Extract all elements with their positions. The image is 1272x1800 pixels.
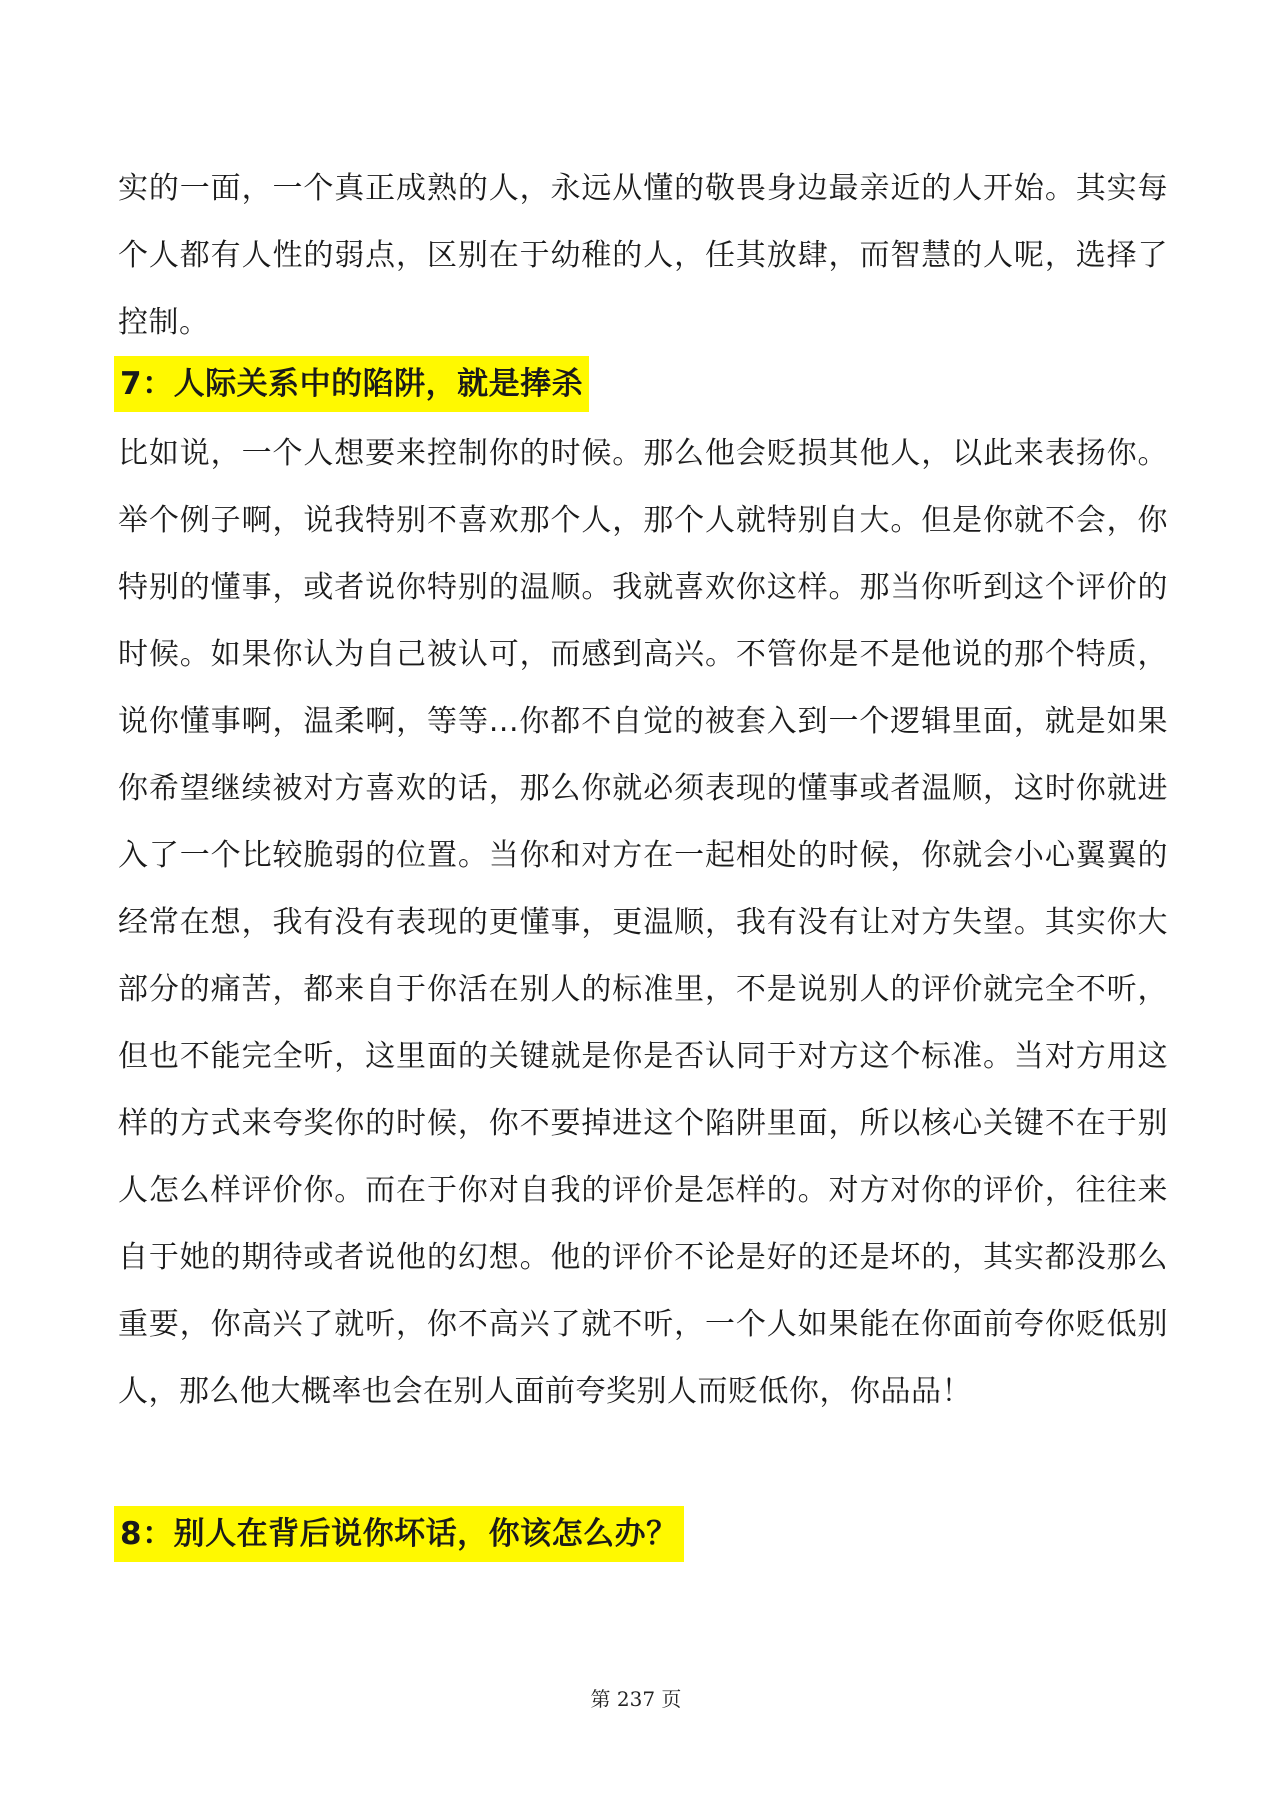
page-number: 第 237 页 (590, 1687, 682, 1711)
intro-paragraph: 实的一面，一个真正成熟的人，永远从懂的敬畏身边最亲近的人开始。其实每个人都有人性的弱点，区别在于幼稚的人，任其放肆，而智慧的人呢，选择了控制。 (118, 171, 1168, 340)
section-7-paragraph: 比如说，一个人想要来控制你的时候。那么他会贬损其他人，以此来表扬你。举个例子啊，说我特别不喜欢那个人，那个人就特别自大。但是你就不会，你特别的懂事，或者说你特别的温顺。我就喜欢你这样。那当你听到这个评价的时候。如果你认为自己被认可，而感到高兴。不管你是不是他说的那个特质，说你懂事啊，温柔啊，等等...你都不自觉的被套入到一个逻辑里面，就是如果你希望继续被对方喜欢的话，那么你就必须表现的懂事或者温顺，这时你就进入了一个比较脆弱的位置。当你和对方在一起相处的时候，你就会小心翼翼的经常在想，我有没有表现的更懂事，更温顺，我有没有让对方失望。其实你大部分的痛苦，都来自于你活在别人的标准里，不是说别人的评价就完全不听，但也不能完全听，这里面的关键就是你是否认同于对方这个标准。当对方用这样的方式来夸奖你的时候，你不要掉进这个陷阱里面，所以核心关键不在于别人怎么样评价你。而在于你对自我的评价是怎样的。对方对你的评价，往往来自于她的期待或者说他的幻想。他的评价不论是好的还是坏的，其实都没那么重要，你高兴了就听，你不高兴了就不听，一个人如果能在你面前夸你贬低别人，那么他大概率也会在别人面前夸奖别人而贬低你，你品品！ (118, 436, 1168, 1409)
section-7-heading: 7：人际关系中的陷阱，就是捧杀 (114, 356, 589, 412)
section-8-heading: 8：别人在背后说你坏话，你该怎么办？ (114, 1506, 684, 1562)
